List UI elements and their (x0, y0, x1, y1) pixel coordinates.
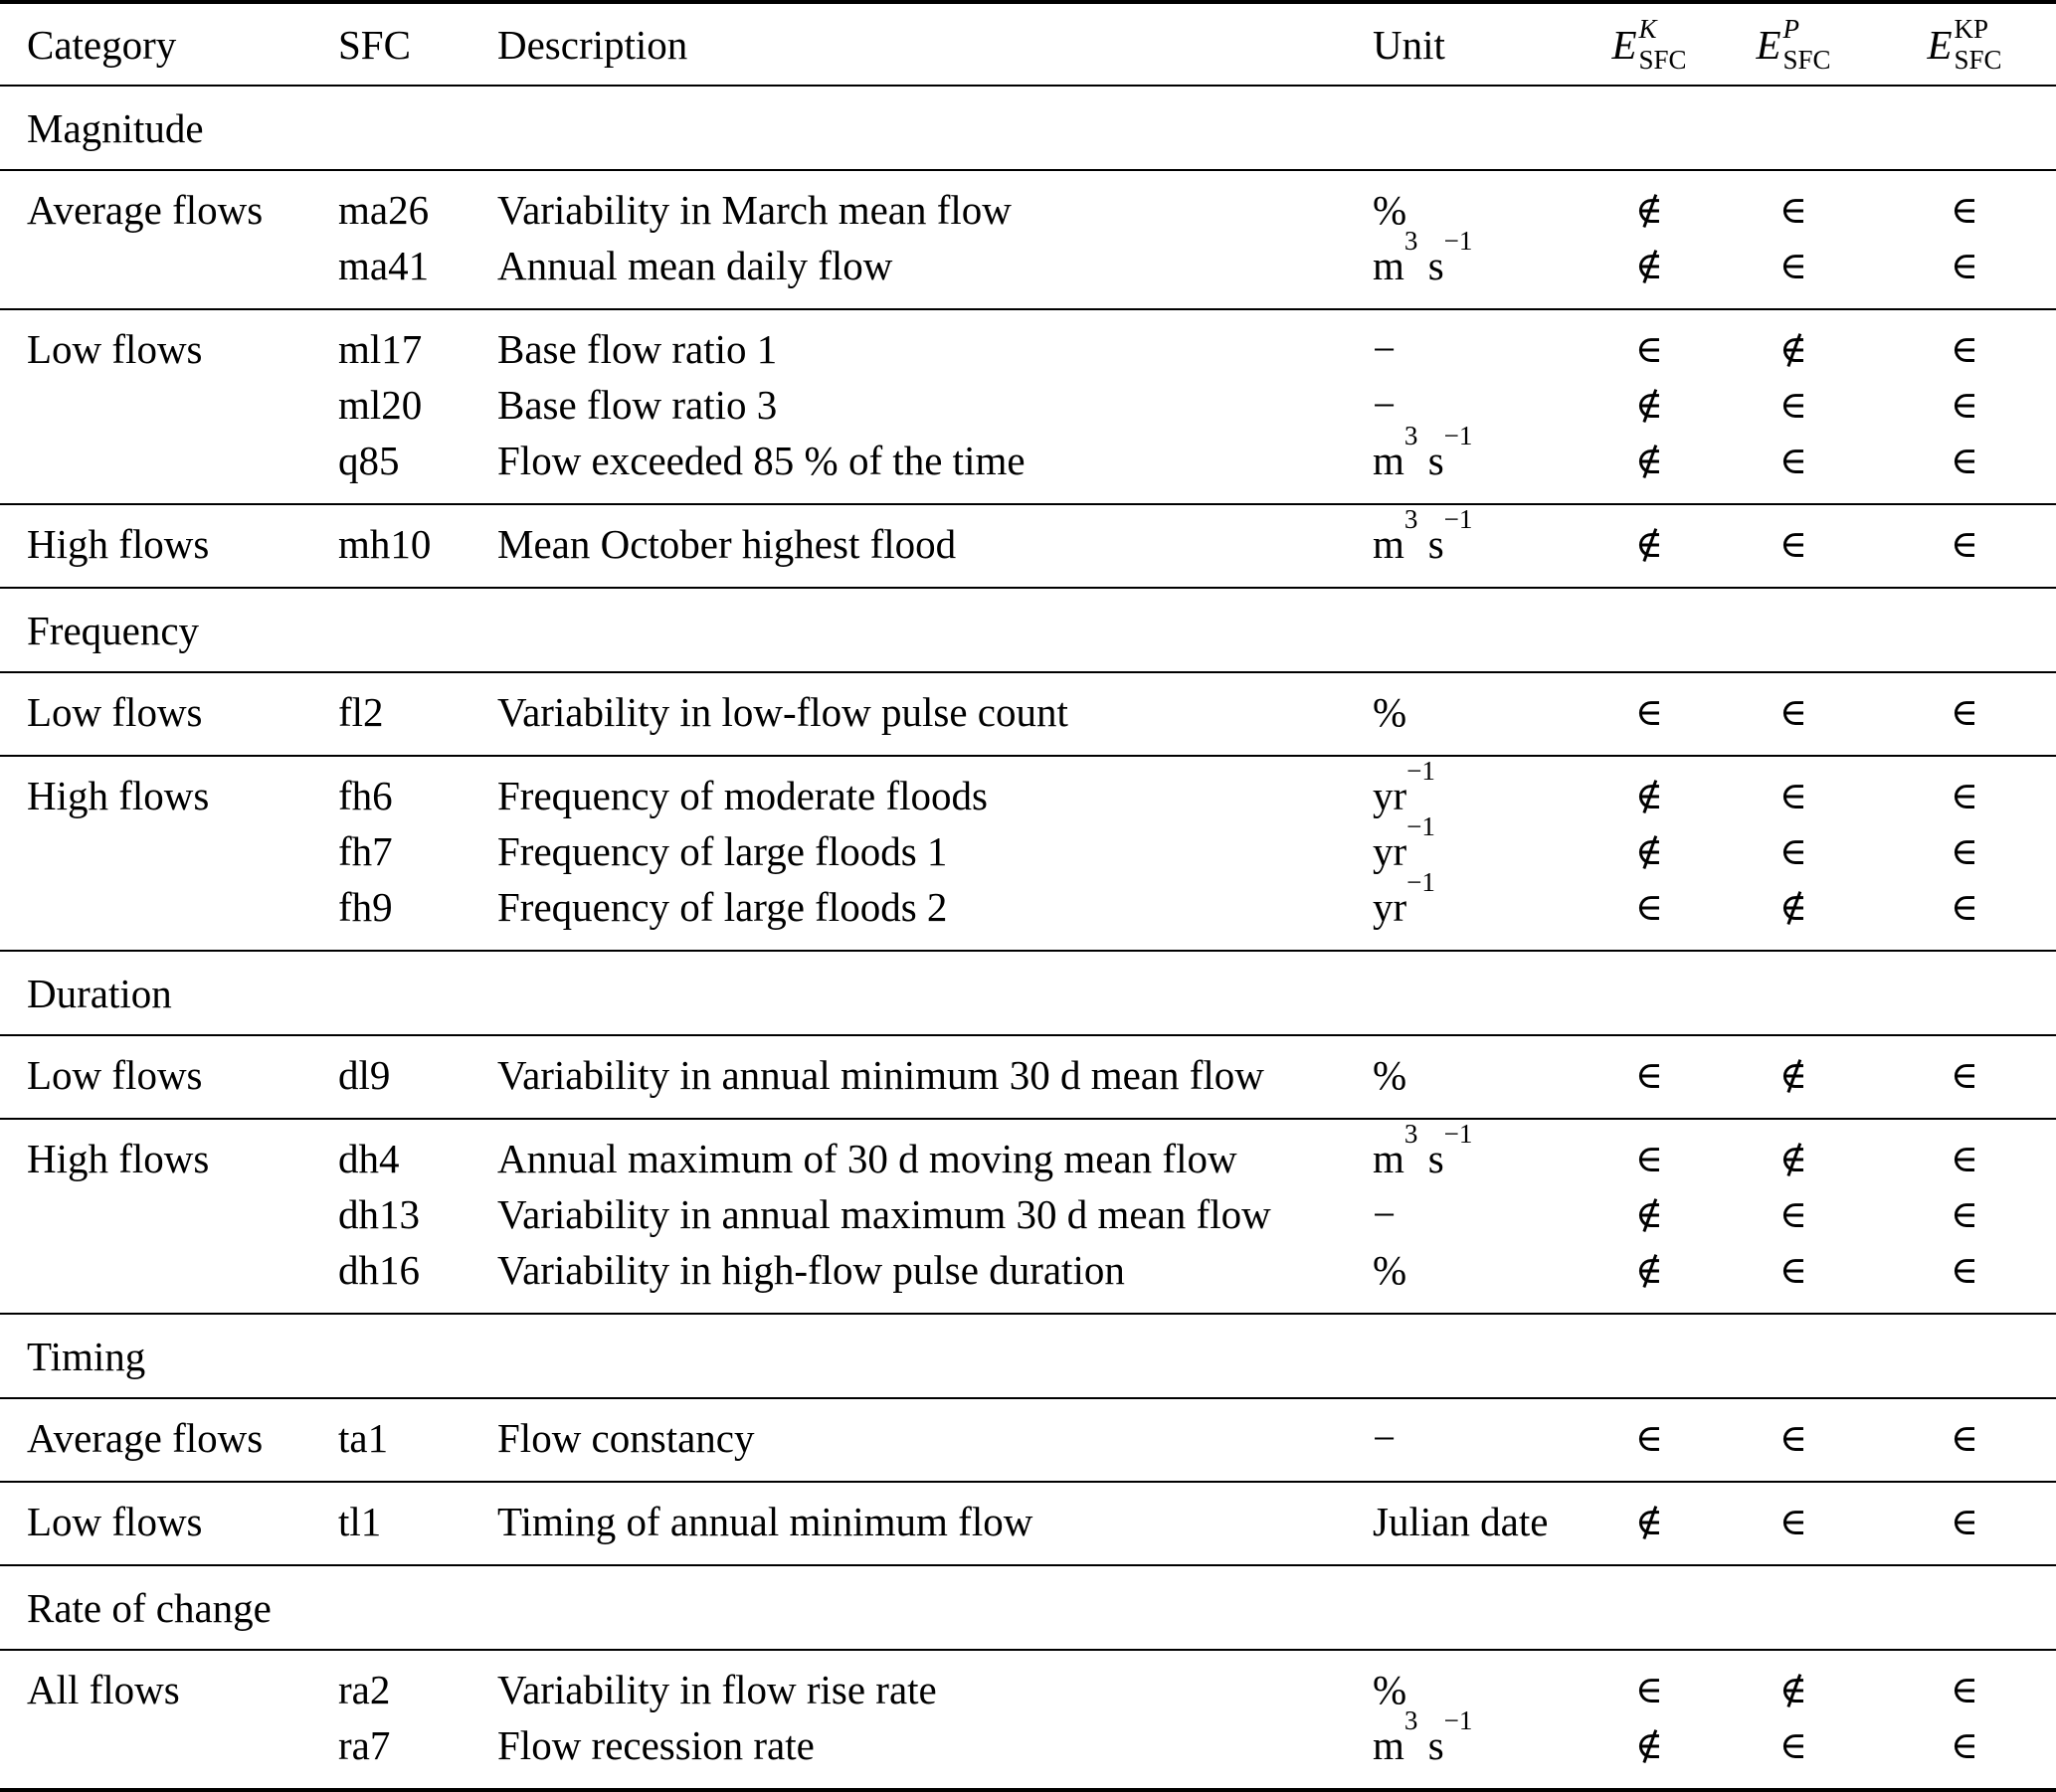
membership-ep: ∉ (1714, 1035, 1873, 1119)
table-row (0, 823, 2056, 879)
category-group (0, 672, 2056, 756)
table-row (0, 756, 2056, 823)
sfc-code: dl9 (311, 1035, 470, 1119)
sfc-code: mh10 (311, 504, 470, 588)
description-cell: Flow recession rate (497, 1722, 815, 1768)
membership-ekp: ∈ (1873, 309, 2056, 377)
sfc-code: ma26 (311, 170, 470, 238)
section-title-row (0, 86, 2056, 170)
membership-ep: ∉ (1714, 1119, 1873, 1186)
category-cell: High flows (0, 504, 311, 588)
membership-ep: ∈ (1778, 439, 1808, 482)
unit-cell: − (1373, 382, 1397, 428)
table-row (0, 504, 2056, 588)
category-cell: High flows (0, 1119, 311, 1186)
category-cell (0, 1717, 311, 1790)
membership-ekp: ∈ (1950, 1248, 1979, 1292)
section-rate-of-change (0, 1565, 2056, 1650)
membership-ekp: ∈ (1873, 756, 2056, 823)
membership-ekp: ∈ (1873, 1650, 2056, 1717)
section-title-row (0, 951, 2056, 1035)
e-subscript: SFC (1782, 44, 1831, 75)
table-header (0, 2, 2056, 86)
table-row (0, 1717, 2056, 1790)
unit-cell: $yr^{-1}$ (1346, 756, 1585, 823)
unit-cell: $m^3$ $s^{-1}$ (1346, 504, 1585, 588)
sfc-code: q85 (338, 438, 400, 483)
membership-ek: ∈ (1585, 309, 1714, 377)
membership-ek: ∈ (1634, 885, 1664, 929)
table-row (0, 238, 2056, 309)
category-group (0, 1650, 2056, 1790)
membership-ekp: ∈ (1950, 829, 1979, 873)
membership-ep: ∉ (1778, 885, 1808, 929)
membership-ep: ∉ (1714, 309, 1873, 377)
membership-ek: ∈ (1585, 1119, 1714, 1186)
section-title: Frequency (0, 588, 2056, 672)
section-duration (0, 951, 2056, 1035)
table-row (0, 672, 2056, 756)
membership-ek: ∈ (1585, 1650, 1714, 1717)
category-cell (0, 1242, 311, 1314)
section-title-row (0, 1565, 2056, 1650)
description-cell: Flow constancy (470, 1398, 1346, 1482)
membership-ep: ∈ (1714, 170, 1873, 238)
description-cell: Frequency of moderate floods (470, 756, 1346, 823)
sfc-code: ma41 (338, 243, 430, 288)
unit-cell: $yr^{-1}$ (1373, 811, 1435, 874)
membership-ek: ∉ (1634, 383, 1664, 427)
membership-ek: ∉ (1634, 829, 1664, 873)
category-group (0, 504, 2056, 588)
description-cell: Annual maximum of 30 d moving mean flow (470, 1119, 1346, 1186)
table-row (0, 1119, 2056, 1186)
e-subscript: SFC (1954, 44, 2002, 75)
description-cell: Flow exceeded 85 % of the time (497, 438, 1026, 483)
category-cell: Low flows (0, 1482, 311, 1565)
header-e-p-sfc (1714, 2, 1873, 86)
category-cell: Low flows (0, 309, 311, 377)
category-cell (0, 879, 311, 951)
membership-ek: ∉ (1634, 1723, 1664, 1767)
section-title: Rate of change (0, 1565, 2056, 1650)
category-group (0, 1398, 2056, 1482)
membership-ep: ∈ (1778, 1192, 1808, 1236)
header-category: Category (0, 2, 311, 86)
membership-ekp: ∈ (1950, 885, 1979, 929)
membership-ep: ∈ (1714, 504, 1873, 588)
category-cell: High flows (0, 756, 311, 823)
unit-cell: % (1346, 672, 1585, 756)
category-cell (0, 1186, 311, 1242)
sfc-code: fh9 (338, 884, 393, 930)
table-row (0, 1186, 2056, 1242)
e-p-sfc-symbol (1756, 14, 1830, 74)
description-cell: Mean October highest flood (470, 504, 1346, 588)
membership-ekp: ∈ (1950, 383, 1979, 427)
section-title: Magnitude (0, 86, 2056, 170)
e-kp-sfc-symbol (1927, 14, 2001, 74)
membership-ep: ∈ (1778, 383, 1808, 427)
unit-cell: % (1346, 170, 1585, 238)
membership-ep: ∈ (1714, 1398, 1873, 1482)
membership-ekp: ∈ (1950, 1723, 1979, 1767)
section-title-row (0, 1314, 2056, 1398)
table-row (0, 1035, 2056, 1119)
header-sfc: SFC (311, 2, 470, 86)
description-cell: Variability in March mean flow (470, 170, 1346, 238)
membership-ekp: ∈ (1873, 170, 2056, 238)
header-description: Description (470, 2, 1346, 86)
table-row (0, 1482, 2056, 1565)
e-superscript: K (1638, 14, 1657, 45)
membership-ek: ∈ (1585, 1035, 1714, 1119)
membership-ep: ∈ (1778, 1723, 1808, 1767)
membership-ep: ∈ (1778, 1248, 1808, 1292)
unit-cell: $m^3$ $s^{-1}$ (1346, 1119, 1585, 1186)
membership-ek: ∉ (1585, 1482, 1714, 1565)
category-cell (0, 823, 311, 879)
section-title: Timing (0, 1314, 2056, 1398)
description-cell: Variability in annual minimum 30 d mean flow (470, 1035, 1346, 1119)
description-cell: Annual mean daily flow (497, 243, 893, 288)
membership-ekp: ∈ (1873, 672, 2056, 756)
membership-ep: ∈ (1714, 756, 1873, 823)
header-e-k-sfc (1585, 2, 1714, 86)
unit-cell: − (1373, 1191, 1397, 1237)
category-group (0, 1119, 2056, 1314)
table-row (0, 1398, 2056, 1482)
membership-ek: ∉ (1634, 1192, 1664, 1236)
header-e-kp-sfc (1873, 2, 2056, 86)
category-cell: Average flows (0, 1398, 311, 1482)
membership-ep: ∈ (1778, 244, 1808, 287)
table-row (0, 1650, 2056, 1717)
membership-ek: ∉ (1634, 1248, 1664, 1292)
membership-ek: ∈ (1585, 1398, 1714, 1482)
sfc-code: fh6 (311, 756, 470, 823)
e-superscript: KP (1954, 14, 1989, 45)
unit-cell: $m^3$ $s^{-1}$ (1373, 1705, 1473, 1768)
section-frequency (0, 588, 2056, 672)
membership-ekp: ∈ (1873, 1482, 2056, 1565)
sfc-code: dh16 (338, 1247, 420, 1293)
membership-ek: ∉ (1634, 244, 1664, 287)
membership-ep: ∈ (1714, 1482, 1873, 1565)
membership-ekp: ∈ (1873, 1398, 2056, 1482)
sfc-code: tl1 (311, 1482, 470, 1565)
category-cell (0, 377, 311, 433)
unit-cell: − (1346, 309, 1585, 377)
section-magnitude (0, 86, 2056, 170)
unit-cell: % (1346, 1650, 1585, 1717)
category-cell: All flows (0, 1650, 311, 1717)
unit-cell: $m^3$ $s^{-1}$ (1373, 226, 1473, 288)
unit-cell: % (1373, 1247, 1407, 1293)
unit-cell: % (1346, 1035, 1585, 1119)
membership-ekp: ∈ (1950, 244, 1979, 287)
membership-ek: ∉ (1634, 439, 1664, 482)
sfc-code: ml20 (338, 382, 423, 428)
sfc-code: ra7 (338, 1722, 391, 1768)
sfc-code: ra2 (311, 1650, 470, 1717)
sfc-code: ta1 (311, 1398, 470, 1482)
category-group (0, 1482, 2056, 1565)
membership-ekp: ∈ (1873, 504, 2056, 588)
e-superscript: P (1782, 14, 1799, 45)
e-subscript: SFC (1638, 44, 1687, 75)
description-cell: Base flow ratio 1 (470, 309, 1346, 377)
membership-ekp: ∈ (1950, 1192, 1979, 1236)
e-base: E (1611, 21, 1637, 68)
category-group (0, 756, 2056, 951)
category-cell (0, 433, 311, 504)
category-cell: Low flows (0, 1035, 311, 1119)
table-row (0, 309, 2056, 377)
description-cell: Frequency of large floods 2 (497, 884, 948, 930)
membership-ekp: ∈ (1873, 1035, 2056, 1119)
description-cell: Frequency of large floods 1 (497, 828, 948, 874)
category-cell: Low flows (0, 672, 311, 756)
unit-cell: $m^3$ $s^{-1}$ (1373, 421, 1473, 483)
membership-ek: ∉ (1585, 756, 1714, 823)
description-cell: Base flow ratio 3 (497, 382, 778, 428)
sfc-code: fh7 (338, 828, 393, 874)
e-base: E (1927, 21, 1953, 68)
category-group (0, 1035, 2056, 1119)
membership-ek: ∉ (1585, 504, 1714, 588)
sfc-code: dh13 (338, 1191, 420, 1237)
unit-cell: Julian date (1346, 1482, 1585, 1565)
table-row (0, 433, 2056, 504)
section-title: Duration (0, 951, 2056, 1035)
category-group (0, 170, 2056, 309)
membership-ekp: ∈ (1950, 439, 1979, 482)
description-cell: Variability in annual maximum 30 d mean flow (497, 1191, 1271, 1237)
header-unit: Unit (1346, 2, 1585, 86)
e-k-sfc-symbol (1611, 14, 1686, 74)
section-timing (0, 1314, 2056, 1398)
membership-ekp: ∈ (1873, 1119, 2056, 1186)
section-title-row (0, 588, 2056, 672)
membership-ep: ∈ (1714, 672, 1873, 756)
sfc-code: ml17 (311, 309, 470, 377)
e-base: E (1756, 21, 1781, 68)
membership-ep: ∉ (1714, 1650, 1873, 1717)
description-cell: Variability in flow rise rate (470, 1650, 1346, 1717)
description-cell: Variability in low-flow pulse count (470, 672, 1346, 756)
category-group (0, 309, 2056, 504)
category-cell: Average flows (0, 170, 311, 238)
membership-ep: ∈ (1778, 829, 1808, 873)
sfc-code: fl2 (311, 672, 470, 756)
table-row (0, 1242, 2056, 1314)
category-cell (0, 238, 311, 309)
table-row (0, 170, 2056, 238)
membership-ek: ∈ (1585, 672, 1714, 756)
sfc-code: dh4 (311, 1119, 470, 1186)
unit-cell: − (1346, 1398, 1585, 1482)
description-cell: Timing of annual minimum flow (470, 1482, 1346, 1565)
description-cell: Variability in high-flow pulse duration (497, 1247, 1125, 1293)
unit-cell: $yr^{-1}$ (1373, 867, 1435, 930)
header-row (0, 2, 2056, 86)
membership-ek: ∉ (1585, 170, 1714, 238)
table-row (0, 377, 2056, 433)
table-row (0, 879, 2056, 951)
